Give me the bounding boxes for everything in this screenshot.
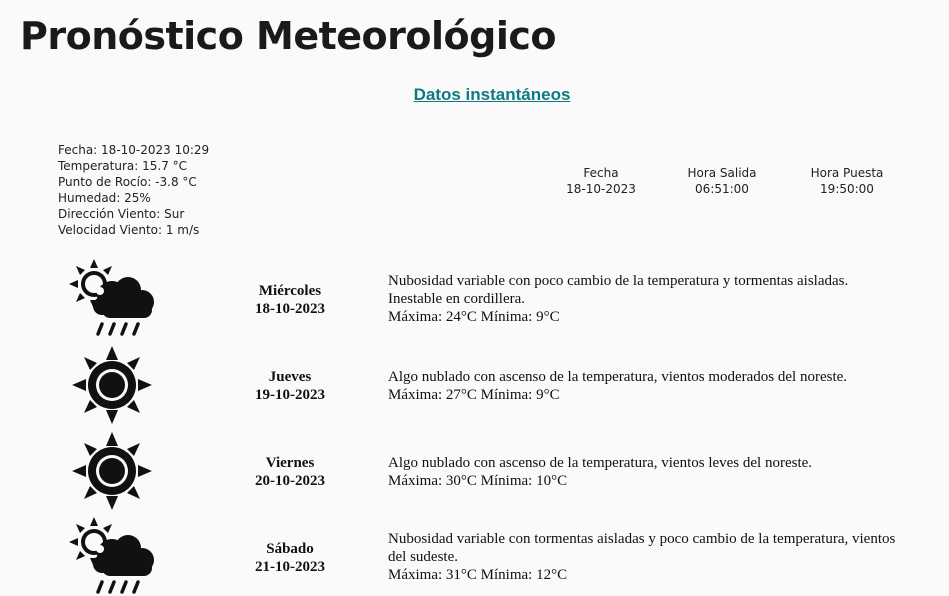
sunrise-column [662, 165, 782, 197]
forecast-description [388, 368, 936, 404]
forecast-row [0, 430, 949, 514]
sunrise-label: Hora Salida [687, 166, 757, 180]
sun-date-label: Fecha [583, 166, 619, 180]
forecast-description-line: del sudeste. [388, 549, 458, 565]
forecast-description-line: Inestable en cordillera. [388, 291, 526, 307]
sunset-label: Hora Puesta [810, 166, 884, 180]
current-temperature: Temperatura: 15.7 °C [58, 159, 188, 173]
current-date: Fecha: 18-10-2023 10:29 [58, 143, 210, 157]
forecast-day-name: Miércoles [258, 283, 322, 299]
sun-date-column [540, 165, 662, 197]
forecast-date: 19-10-2023 [255, 387, 325, 403]
forecast-day [230, 282, 350, 318]
forecast-date: 18-10-2023 [255, 301, 325, 317]
sunrise-value: 06:51:00 [695, 182, 749, 196]
current-humidity: Humedad: 25% [58, 191, 151, 205]
forecast-day-name: Viernes [265, 455, 315, 471]
forecast-description-line: Nubosidad variable con tormentas aisladas y poco cambio de la temperatura, vientos [388, 531, 896, 547]
sun-date-value: 18-10-2023 [566, 182, 636, 196]
forecast-description-line: Nubosidad variable con poco cambio de la temperatura y tormentas aisladas. [388, 273, 849, 289]
forecast-description [388, 530, 936, 584]
sun-times-table [540, 165, 912, 197]
forecast-date: 21-10-2023 [255, 559, 325, 575]
forecast-description [388, 272, 936, 326]
forecast-row [0, 258, 949, 342]
current-wind-speed: Velocidad Viento: 1 m/s [58, 223, 200, 237]
forecast-description-line: Algo nublado con ascenso de la temperatura, vientos leves del noreste. [388, 455, 813, 471]
forecast-day [230, 368, 350, 404]
sun-icon [64, 430, 160, 514]
forecast-temperatures: Máxima: 31°C Mínima: 12°C [388, 567, 568, 583]
instant-data-link[interactable]: Datos instantáneos [413, 85, 571, 104]
forecast-day-name: Sábado [266, 541, 314, 557]
forecast-row [0, 516, 949, 596]
current-wind-direction: Dirección Viento: Sur [58, 207, 185, 221]
sun-icon [64, 344, 160, 428]
forecast-date: 20-10-2023 [255, 473, 325, 489]
forecast-temperatures: Máxima: 30°C Mínima: 10°C [388, 473, 568, 489]
forecast-temperatures: Máxima: 27°C Mínima: 9°C [388, 387, 560, 403]
forecast-description [388, 454, 936, 490]
current-conditions [58, 142, 209, 238]
forecast-row [0, 344, 949, 428]
instant-data-link-container [0, 85, 949, 105]
sun-cloud-rain-icon [64, 516, 160, 596]
current-dew-point: Punto de Rocío: -3.8 °C [58, 175, 197, 189]
page-title: Pronóstico Meteorológico [20, 14, 556, 58]
sunset-column [782, 165, 912, 197]
forecast-description-line: Algo nublado con ascenso de la temperatura, vientos moderados del noreste. [388, 369, 848, 385]
forecast-day [230, 540, 350, 576]
sun-cloud-rain-icon [64, 258, 160, 342]
sunset-value: 19:50:00 [820, 182, 874, 196]
forecast-day [230, 454, 350, 490]
forecast-temperatures: Máxima: 24°C Mínima: 9°C [388, 309, 560, 325]
forecast-day-name: Jueves [268, 369, 312, 385]
